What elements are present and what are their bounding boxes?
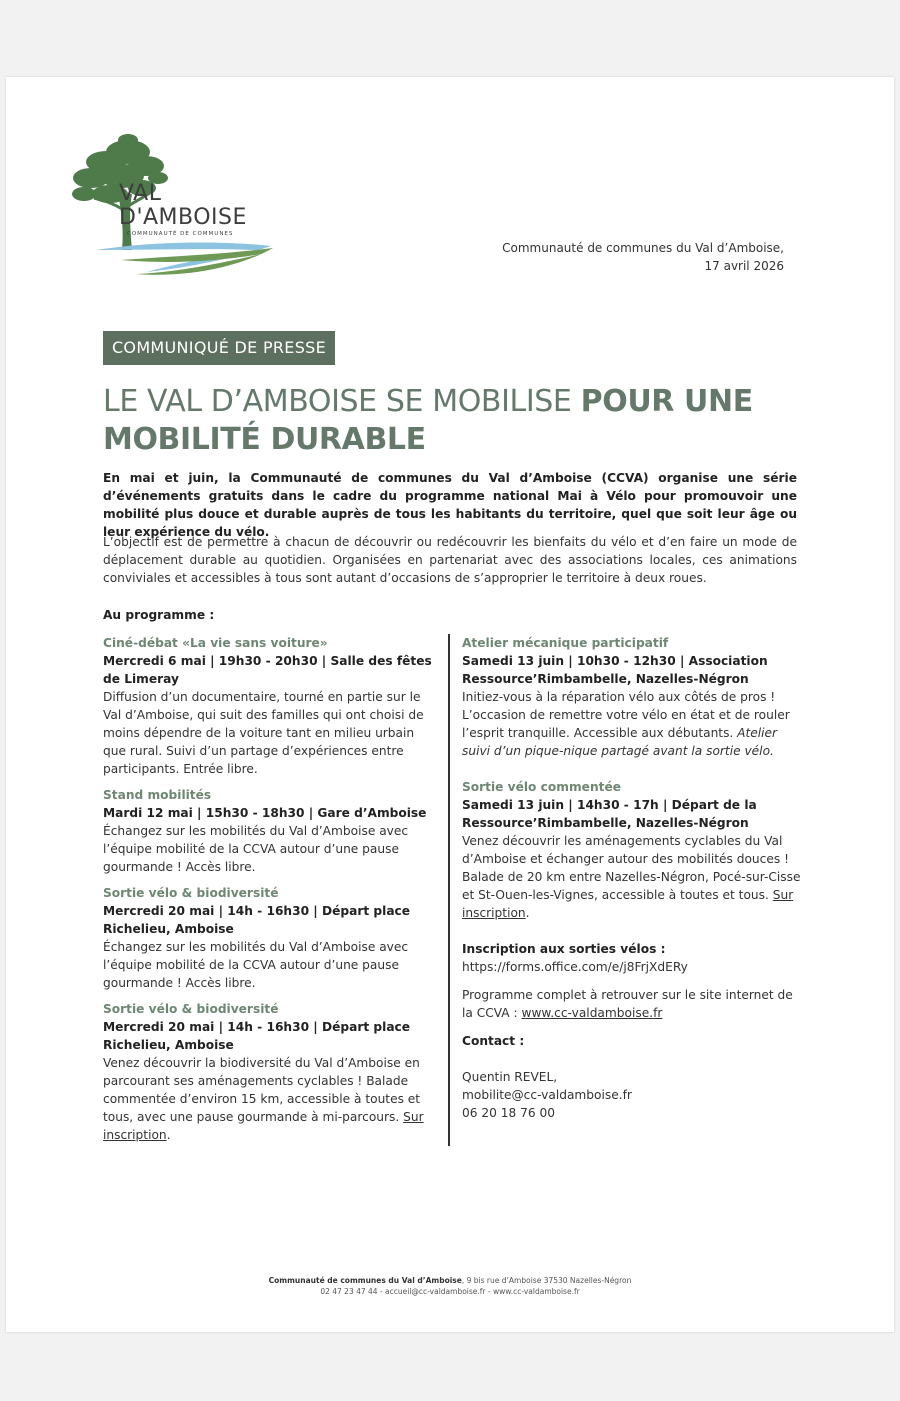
press-release-tag: COMMUNIQUÉ DE PRESSE bbox=[103, 331, 335, 365]
program-left-column bbox=[103, 634, 433, 1152]
footer-line1 bbox=[6, 1275, 894, 1286]
event-description: Échangez sur les mobilités du Val d’Amboise avec l’équipe mobilité de la CCVA autour d’une pause gourmande ! Accès libre. bbox=[103, 940, 409, 990]
event-item bbox=[462, 778, 802, 922]
footer-address: , 9 bis rue d’Amboise 37530 Nazelles-Négron bbox=[461, 1276, 632, 1285]
headline-bold: POUR UNE MOBILITÉ DURABLE bbox=[103, 384, 753, 457]
event-description: Échangez sur les mobilités du Val d’Amboise avec l’équipe mobilité de la CCVA autour d’une pause gourmande ! Accès libre. bbox=[103, 824, 409, 874]
event-when: Mercredi 6 mai | 19h30 - 20h30 | Salle des fêtes de Limeray bbox=[103, 654, 432, 686]
registration-label: Inscription aux sorties vélos : bbox=[462, 942, 666, 956]
full-program-block bbox=[462, 986, 802, 1022]
logo-wordmark-line2: D'AMBOISE bbox=[119, 205, 247, 230]
registration-link[interactable]: Sur inscription bbox=[462, 888, 794, 920]
event-description: Diffusion d’un documentaire, tourné en partie sur le Val d’Amboise, qui suit des familles qui ont choisi de moins dépendre de la voiture tant en milieu urbain que rural. Suivi d’un partage d’expériences entre participants. Entrée libre. bbox=[103, 690, 424, 776]
event-item bbox=[103, 634, 433, 778]
event-when: Mercredi 20 mai | 14h - 16h30 | Départ place Richelieu, Amboise bbox=[103, 904, 411, 936]
footer-line2: 02 47 23 47 44 - accueil@cc-valdamboise.fr - www.cc-valdamboise.fr bbox=[320, 1287, 580, 1296]
event-item bbox=[103, 786, 433, 876]
event-when: Samedi 13 juin | 14h30 - 17h | Départ de la Ressource’Rimbambelle, Nazelles-Négron bbox=[462, 798, 757, 830]
column-divider bbox=[448, 634, 450, 1146]
page-title bbox=[103, 383, 803, 459]
event-description-text: Initiez-vous à la réparation vélo aux côtés de pros ! L’occasion de remettre votre vélo en état et de rouler l’esprit tranquille. Accessible aux débutants. bbox=[462, 690, 790, 740]
registration-link[interactable]: Sur inscription bbox=[103, 1110, 424, 1142]
event-item bbox=[103, 1000, 433, 1144]
footer-org: Communauté de communes du Val d’Amboise bbox=[268, 1276, 462, 1285]
contact-email[interactable]: mobilite@cc-valdamboise.fr bbox=[462, 1088, 632, 1102]
registration-url[interactable]: https://forms.office.com/e/j8FrjXdERy bbox=[462, 960, 688, 974]
event-when: Samedi 13 juin | 10h30 - 12h30 | Association Ressource’Rimbambelle, Nazelles-Négron bbox=[462, 654, 768, 686]
full-program-text: Programme complet à retrouver sur le site internet de la CCVA : bbox=[462, 988, 793, 1020]
logo-wordmark-line1: VAL bbox=[119, 181, 162, 206]
event-title: Sortie vélo & biodiversité bbox=[103, 1002, 279, 1016]
contact-phone: 06 20 18 76 00 bbox=[462, 1106, 556, 1120]
press-release-page bbox=[6, 77, 894, 1332]
dateline-date: 17 avril 2026 bbox=[704, 259, 784, 273]
event-title: Sortie vélo & biodiversité bbox=[103, 886, 279, 900]
lead-paragraph: En mai et juin, la Communauté de communes du Val d’Amboise (CCVA) organise une série d’événements gratuits dans le cadre du programme national Mai à Vélo pour promouvoir une mobilité plus douce et durable auprès de tous les habitants du territoire, quel que soit leur âge ou leur expérience du vélo. bbox=[103, 471, 797, 539]
registration-block bbox=[462, 940, 802, 976]
dateline bbox=[502, 239, 784, 275]
event-when: Mercredi 20 mai | 14h - 16h30 | Départ place Richelieu, Amboise bbox=[103, 1020, 411, 1052]
intro-paragraph: L’objectif est de permettre à chacun de découvrir ou redécouvrir les bienfaits du vélo et d’en faire un mode de déplacement durable au quotidien. Organisées en partenariat avec des associations locales, ces animations conviviales et accessibles à tous sont autant d’occasions de s’approprier le territoire à deux roues. bbox=[103, 535, 797, 585]
event-title: Ciné-débat «La vie sans voiture» bbox=[103, 636, 328, 650]
event-description bbox=[462, 832, 802, 922]
contact-name: Quentin REVEL, bbox=[462, 1070, 558, 1084]
event-item bbox=[103, 884, 433, 992]
logo-wordmark-subtitle: COMMUNAUTÉ DE COMMUNES bbox=[127, 231, 234, 237]
event-description bbox=[103, 1054, 433, 1144]
event-when: Mardi 12 mai | 15h30 - 18h30 | Gare d’Amboise bbox=[103, 806, 427, 820]
event-description-text: Venez découvrir la biodiversité du Val d’Amboise en parcourant ses aménagements cyclables ! Balade commentée d’environ 15 km, accessible à toutes et tous, avec une pause gourmande à mi-parcours. bbox=[103, 1056, 421, 1124]
dateline-org: Communauté de communes du Val d’Amboise, bbox=[502, 241, 784, 255]
website-link[interactable]: www.cc-valdamboise.fr bbox=[521, 1006, 663, 1020]
punctuation: . bbox=[525, 906, 530, 920]
event-title: Stand mobilités bbox=[103, 788, 212, 802]
event-description bbox=[462, 688, 802, 760]
event-title: Sortie vélo commentée bbox=[462, 780, 621, 794]
contact-label: Contact : bbox=[462, 1034, 525, 1048]
punctuation: . bbox=[166, 1128, 171, 1142]
page-footer bbox=[6, 1275, 894, 1297]
event-title: Atelier mécanique participatif bbox=[462, 636, 669, 650]
event-description-italic: Atelier suivi d’un pique-nique partagé avant la sortie vélo. bbox=[462, 726, 778, 758]
event-description-text: Venez découvrir les aménagements cyclables du Val d’Amboise et échanger autour des mobilités douces ! Balade de 20 km entre Nazelles-Négron, Pocé-sur-Cisse et St-Ouen-les-Vignes, accessible à toutes et tous. bbox=[462, 834, 801, 902]
headline-light: LE VAL D’AMBOISE SE MOBILISE bbox=[103, 384, 581, 419]
event-item bbox=[462, 634, 802, 760]
program-right-column bbox=[462, 634, 802, 1122]
program-heading: Au programme : bbox=[103, 608, 215, 622]
